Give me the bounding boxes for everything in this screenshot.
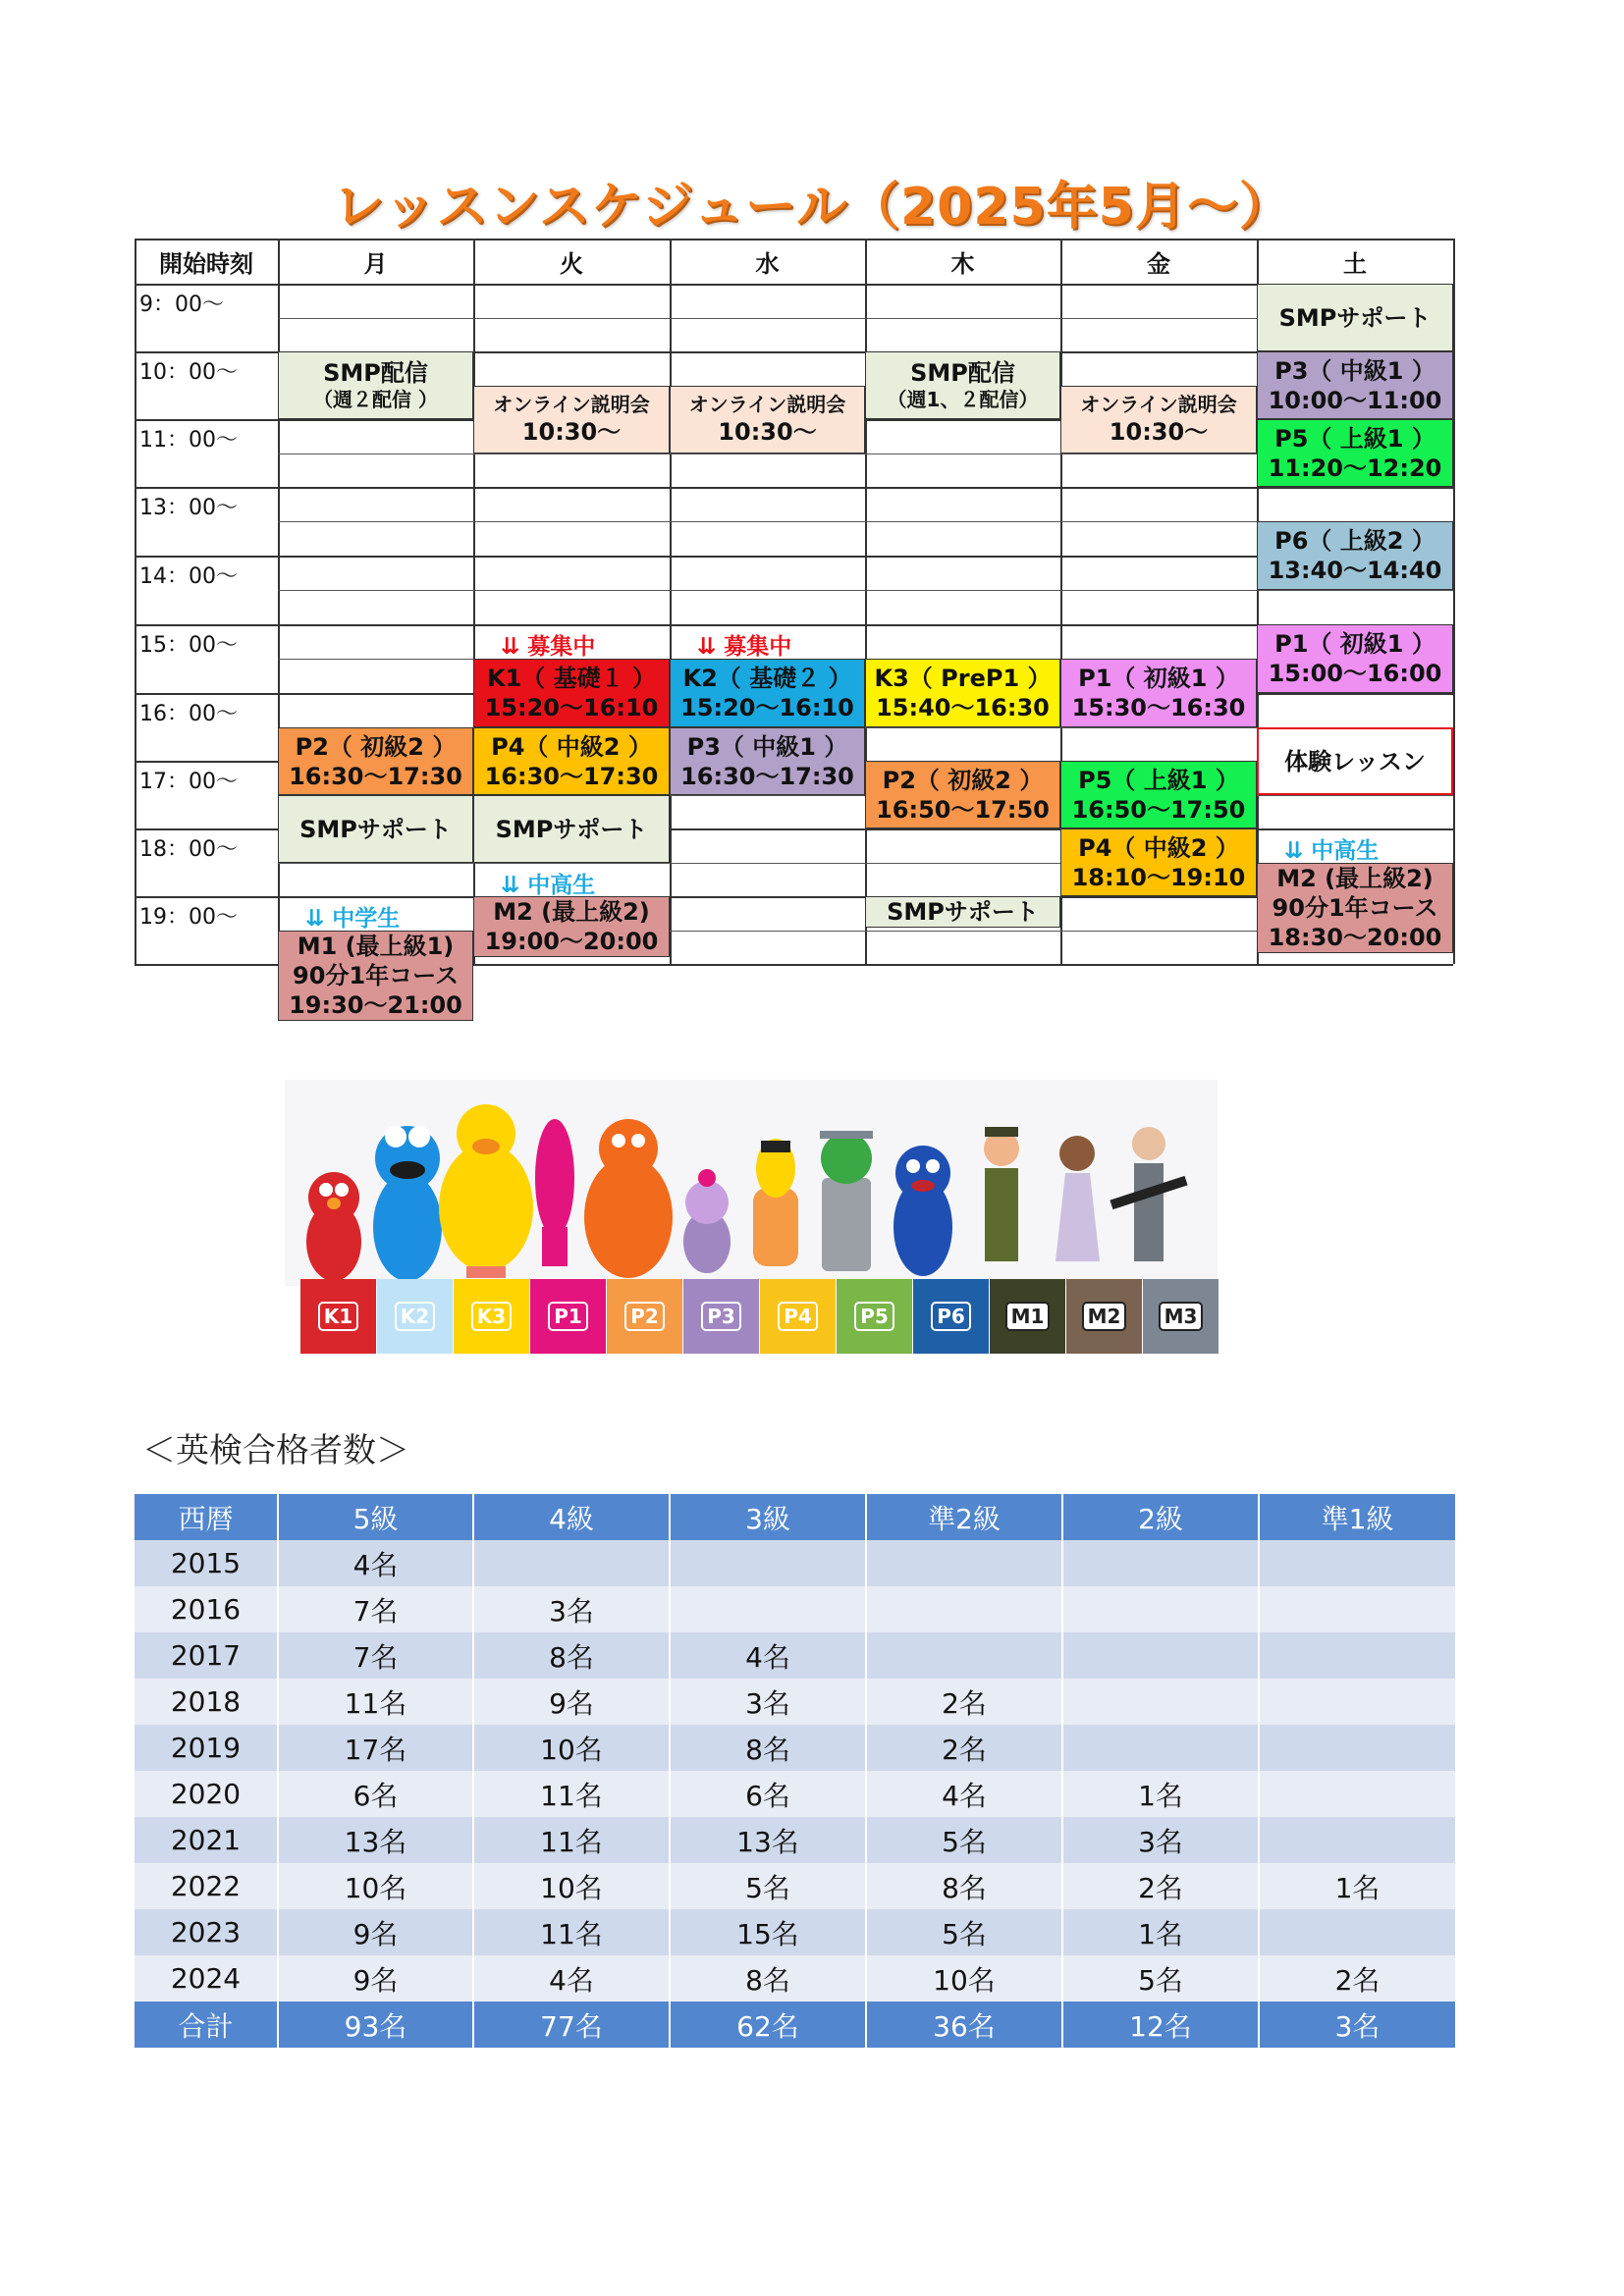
count-cell: 5名 — [1062, 1955, 1259, 2002]
time-label: 10：00～ — [139, 360, 238, 385]
level-box-k3 — [454, 1279, 529, 1354]
count-cell: 15名 — [670, 1909, 866, 1955]
lesson-line: P4（ 中級2 ） — [491, 732, 652, 761]
adventurer-icon — [984, 1127, 1019, 1261]
grid-hline — [135, 896, 1453, 898]
level-box-k2 — [377, 1279, 453, 1354]
count-cell: 6名 — [278, 1771, 473, 1817]
note-tue-recruit: ⇊ 募集中 — [501, 634, 596, 660]
count-cell: 10名 — [866, 1955, 1062, 2002]
count-cell: 2名 — [866, 1725, 1062, 1771]
lesson-line: SMPサポート — [1278, 303, 1432, 332]
lesson-tue-k1 — [473, 659, 670, 727]
eiken-section-title: ＜英検合格者数＞ — [142, 1431, 409, 1470]
lesson-line: P3（ 中級1 ） — [686, 732, 848, 761]
count-cell: 2名 — [866, 1679, 1062, 1725]
table-row — [135, 1771, 1455, 1817]
lesson-wed-online — [670, 386, 865, 454]
count-cell — [866, 1540, 1062, 1586]
time-label: 19：00～ — [139, 905, 238, 930]
lesson-line: 15:30～16:30 — [1071, 694, 1246, 721]
column-header: 準2級 — [866, 1494, 1062, 1540]
lesson-fri-p4 — [1060, 828, 1257, 896]
lesson-tue-smp-support — [473, 795, 670, 863]
count-cell — [1259, 1817, 1455, 1863]
table-row — [135, 1679, 1455, 1725]
count-cell: 7名 — [278, 1586, 473, 1632]
table-row — [135, 1955, 1455, 2002]
grid-vline — [135, 239, 136, 964]
cookie-monster-icon — [373, 1126, 442, 1281]
lesson-line: K3（ PreP1 ） — [874, 665, 1052, 692]
time-label: 11：00～ — [139, 428, 238, 453]
count-cell: 8名 — [473, 1632, 670, 1679]
grid-halfline — [278, 590, 1453, 591]
count-cell: 3名 — [473, 1586, 670, 1632]
count-cell: 1名 — [1062, 1771, 1259, 1817]
level-box-p5 — [837, 1279, 912, 1354]
lesson-line: オンライン説明会 — [493, 393, 650, 416]
lesson-line: P1（ 初級1 ） — [1078, 665, 1239, 692]
time-label: 14：00～ — [139, 564, 238, 589]
table-row — [135, 1540, 1455, 1586]
lesson-sat-trial — [1257, 727, 1453, 795]
lesson-sat-p6 — [1257, 521, 1453, 590]
lesson-line: P6（ 上級2 ） — [1274, 527, 1435, 555]
count-cell: 13名 — [278, 1817, 473, 1863]
grid-hline — [135, 624, 1453, 626]
level-box-m3 — [1143, 1279, 1218, 1354]
lesson-line: 体験レッスン — [1284, 747, 1426, 775]
table-row — [135, 1817, 1455, 1863]
year-cell: 2018 — [135, 1679, 278, 1725]
lesson-line: 19:30～21:00 — [289, 991, 462, 1019]
lesson-mon-p2 — [278, 727, 473, 795]
page-title: レッスンスケジュール（2025年5月～） — [333, 178, 1291, 237]
total-row — [135, 2002, 1455, 2048]
count-cell: 1名 — [1062, 1909, 1259, 1955]
count-cell: 9名 — [473, 1679, 670, 1725]
year-cell: 2016 — [135, 1586, 278, 1632]
count-cell: 10名 — [473, 1725, 670, 1771]
level-label: K2 — [395, 1302, 435, 1331]
lesson-sat-m2 — [1257, 863, 1453, 953]
lesson-line: 18:30～20:00 — [1268, 924, 1442, 951]
count-cell: 1名 — [1259, 1863, 1455, 1909]
count-cell: 13名 — [670, 1817, 866, 1863]
level-box-p3 — [683, 1279, 759, 1354]
lesson-line: 10:30～ — [718, 418, 817, 446]
lesson-line: 10:00～11:00 — [1268, 386, 1442, 414]
count-cell: 2名 — [1259, 1955, 1455, 2002]
schedule-header-1: 月 — [363, 249, 388, 278]
count-cell: 4名 — [278, 1540, 473, 1586]
lesson-line: （週２配信 ） — [313, 388, 438, 411]
character-banner — [285, 1080, 1218, 1360]
lesson-thu-k3 — [865, 659, 1060, 727]
level-label: M2 — [1082, 1302, 1127, 1331]
lesson-line: P2（ 初級2 ） — [882, 766, 1044, 794]
note-wed-recruit: ⇊ 募集中 — [697, 634, 792, 660]
level-label: P6 — [931, 1302, 971, 1331]
lesson-line: 19:00～20:00 — [484, 928, 659, 955]
count-cell: 4名 — [473, 1955, 670, 2002]
lesson-line: （週1、２配信） — [887, 388, 1039, 411]
table-row — [135, 1586, 1455, 1632]
count-cell: 9名 — [278, 1909, 473, 1955]
count-cell: 10名 — [278, 1863, 473, 1909]
count-cell: 17名 — [278, 1725, 473, 1771]
table-header-row — [135, 1494, 1455, 1540]
count-cell — [1062, 1679, 1259, 1725]
count-cell — [866, 1586, 1062, 1632]
oscar-icon — [820, 1131, 873, 1271]
lesson-sat-p5 — [1257, 419, 1453, 487]
lesson-line: P2（ 初級2 ） — [295, 732, 457, 761]
lesson-line: P5（ 上級1 ） — [1274, 424, 1435, 453]
lesson-line: 13:40～14:40 — [1268, 557, 1442, 584]
count-cell: 11名 — [473, 1771, 670, 1817]
year-cell: 2019 — [135, 1725, 278, 1771]
level-label: K3 — [471, 1302, 512, 1331]
lesson-line: K1（ 基礎１ ） — [486, 665, 656, 692]
lesson-line: SMP配信 — [323, 359, 428, 387]
lesson-sat-smp-support — [1257, 284, 1453, 351]
count-cell: 6名 — [670, 1771, 866, 1817]
level-box-m2 — [1066, 1279, 1142, 1354]
level-label: M3 — [1159, 1302, 1204, 1331]
time-label: 9：00～ — [139, 293, 224, 317]
lesson-mon-smp-support — [278, 795, 473, 863]
schedule-header-0: 開始時刻 — [159, 249, 253, 278]
time-label: 15：00～ — [139, 633, 238, 658]
year-cell: 2022 — [135, 1863, 278, 1909]
lesson-line: 15:20～16:10 — [484, 694, 659, 721]
total-cell: 93名 — [278, 2002, 473, 2048]
lesson-wed-k2 — [670, 659, 865, 727]
column-header: 西暦 — [135, 1494, 278, 1540]
year-cell: 2023 — [135, 1909, 278, 1955]
table-row — [135, 1863, 1455, 1909]
count-cell: 3名 — [1062, 1817, 1259, 1863]
lesson-line: 10:30～ — [1109, 418, 1209, 446]
lesson-tue-m2 — [473, 896, 670, 957]
count-cell — [1259, 1909, 1455, 1955]
count-cell: 9名 — [278, 1955, 473, 2002]
total-label: 合計 — [135, 2002, 278, 2048]
lesson-line: M2 (最上級2) — [493, 898, 650, 926]
count-cell: 11名 — [473, 1817, 670, 1863]
lesson-line: 11:20～12:20 — [1268, 454, 1442, 482]
lesson-line: P4（ 中級2 ） — [1078, 833, 1239, 862]
level-label: P4 — [778, 1302, 818, 1331]
count-cell — [1062, 1632, 1259, 1679]
level-label: P3 — [701, 1302, 741, 1331]
count-cell — [473, 1540, 670, 1586]
lesson-line: K2（ 基礎２ ） — [682, 665, 852, 692]
count-cell: 5名 — [670, 1863, 866, 1909]
lesson-line: SMPサポート — [495, 815, 648, 843]
column-header: 3級 — [670, 1494, 866, 1540]
grid-hline — [135, 284, 1453, 286]
lesson-line: オンライン説明会 — [1080, 393, 1237, 416]
year-cell: 2020 — [135, 1771, 278, 1817]
table-row — [135, 1632, 1455, 1679]
lesson-line: 16:30～17:30 — [680, 762, 854, 790]
lesson-tue-online — [473, 386, 670, 454]
level-box-m1 — [990, 1279, 1065, 1354]
count-cell: 8名 — [670, 1955, 866, 2002]
count-cell — [1259, 1679, 1455, 1725]
time-label: 16：00～ — [139, 702, 238, 726]
lesson-line: 16:30～17:30 — [289, 762, 462, 790]
year-cell: 2015 — [135, 1540, 278, 1586]
count-cell — [1062, 1725, 1259, 1771]
total-cell: 36名 — [866, 2002, 1062, 2048]
lesson-fri-p5 — [1060, 761, 1257, 828]
grid-hline — [135, 556, 1453, 558]
grid-vline — [1453, 239, 1455, 964]
lesson-line: 90分1年コース — [1272, 894, 1438, 922]
total-cell: 77名 — [473, 2002, 670, 2048]
time-label: 18：00～ — [139, 837, 238, 862]
lesson-thu-p2 — [865, 761, 1060, 828]
lesson-line: 15:40～16:30 — [876, 694, 1050, 721]
count-cell: 4名 — [670, 1632, 866, 1679]
count-cell: 8名 — [866, 1863, 1062, 1909]
note-mon-middle: ⇊ 中学生 — [305, 906, 401, 932]
count-cell: 3名 — [670, 1679, 866, 1725]
grid-hline — [135, 487, 1453, 489]
lesson-line: M2 (最上級2) — [1276, 865, 1434, 892]
time-label: 13：00～ — [139, 496, 238, 520]
count-cell — [1259, 1771, 1455, 1817]
schedule-header-2: 火 — [560, 249, 583, 278]
grid-vline — [865, 239, 867, 964]
lesson-mon-smp — [278, 351, 473, 419]
level-label: P1 — [548, 1302, 588, 1331]
count-cell: 11名 — [473, 1909, 670, 1955]
count-cell: 11名 — [278, 1679, 473, 1725]
lesson-line: SMPサポート — [887, 898, 1039, 926]
count-cell — [670, 1586, 866, 1632]
lesson-line: 15:20～16:10 — [680, 694, 854, 721]
lesson-line: 16:50～17:50 — [1071, 795, 1246, 824]
lesson-fri-p1 — [1060, 659, 1257, 727]
level-box-p1 — [530, 1279, 606, 1354]
count-cell — [1259, 1586, 1455, 1632]
schedule-header-6: 土 — [1343, 249, 1367, 278]
lesson-sat-p1 — [1257, 624, 1453, 693]
lesson-line: P1（ 初級1 ） — [1274, 630, 1435, 658]
column-header: 2級 — [1062, 1494, 1259, 1540]
year-cell: 2021 — [135, 1817, 278, 1863]
lesson-tue-p4 — [473, 727, 670, 795]
count-cell — [866, 1632, 1062, 1679]
lesson-fri-online — [1060, 386, 1257, 454]
lesson-line: 15:00～16:00 — [1268, 660, 1442, 687]
lesson-line: M1 (最上級1) — [297, 933, 455, 960]
count-cell: 8名 — [670, 1725, 866, 1771]
count-cell — [1062, 1540, 1259, 1586]
level-label: M1 — [1005, 1302, 1051, 1331]
count-cell — [670, 1540, 866, 1586]
lesson-line: P5（ 上級1 ） — [1078, 766, 1239, 794]
time-label: 17：00～ — [139, 770, 238, 794]
table-row — [135, 1725, 1455, 1771]
level-label: K1 — [318, 1302, 358, 1331]
lesson-sat-p3 — [1257, 351, 1453, 419]
count-cell: 4名 — [866, 1771, 1062, 1817]
lesson-line: SMPサポート — [299, 815, 452, 843]
count-cell — [1062, 1586, 1259, 1632]
eiken-results-table — [135, 1494, 1455, 2048]
bert-icon — [753, 1139, 798, 1266]
count-cell — [1259, 1725, 1455, 1771]
total-cell: 62名 — [670, 2002, 866, 2048]
lesson-thu-smp-support — [865, 896, 1060, 928]
count-cell: 10名 — [473, 1863, 670, 1909]
lesson-line: オンライン説明会 — [688, 393, 846, 416]
count-cell — [1259, 1632, 1455, 1679]
note-tue-highschool: ⇊ 中高生 — [501, 873, 596, 898]
level-box-k1 — [300, 1279, 376, 1354]
level-label: P5 — [854, 1302, 894, 1331]
column-header: 5級 — [278, 1494, 473, 1540]
elmo-icon — [306, 1172, 361, 1281]
lesson-mon-m1 — [278, 931, 473, 1021]
lesson-line: P3（ 中級1 ） — [1274, 356, 1435, 385]
lesson-line: 16:50～17:50 — [876, 795, 1050, 824]
table-row — [135, 1909, 1455, 1955]
year-cell: 2017 — [135, 1632, 278, 1679]
lesson-line: 16:30～17:30 — [484, 762, 659, 790]
level-box-p2 — [607, 1279, 682, 1354]
total-cell: 3名 — [1259, 2002, 1455, 2048]
schedule-header-3: 水 — [755, 249, 780, 278]
lesson-thu-smp — [865, 351, 1060, 419]
lesson-line: 10:30～ — [521, 418, 622, 446]
characters-illustration — [285, 1080, 1218, 1286]
count-cell: 5名 — [866, 1817, 1062, 1863]
lesson-line: 18:10～19:10 — [1071, 863, 1246, 891]
column-header: 4級 — [473, 1494, 670, 1540]
grid-vline — [670, 239, 672, 964]
count-cell — [1259, 1540, 1455, 1586]
level-box-p6 — [913, 1279, 989, 1354]
count-cell: 2名 — [1062, 1863, 1259, 1909]
count-cell: 5名 — [866, 1909, 1062, 1955]
grover-icon — [893, 1146, 952, 1276]
lesson-line: 90分1年コース — [293, 962, 459, 989]
schedule-header-5: 金 — [1147, 249, 1170, 278]
note-sat-highschool: ⇊ 中高生 — [1284, 838, 1380, 864]
lesson-wed-p3 — [670, 727, 865, 795]
lesson-schedule-grid — [0, 0, 1624, 1041]
count-cell: 7名 — [278, 1632, 473, 1679]
year-cell: 2024 — [135, 1955, 278, 2002]
total-cell: 12名 — [1062, 2002, 1259, 2048]
level-box-p4 — [760, 1279, 836, 1354]
level-label: P2 — [624, 1302, 665, 1331]
column-header: 準1級 — [1259, 1494, 1455, 1540]
schedule-header-4: 木 — [950, 249, 975, 278]
lesson-line: SMP配信 — [910, 359, 1015, 387]
